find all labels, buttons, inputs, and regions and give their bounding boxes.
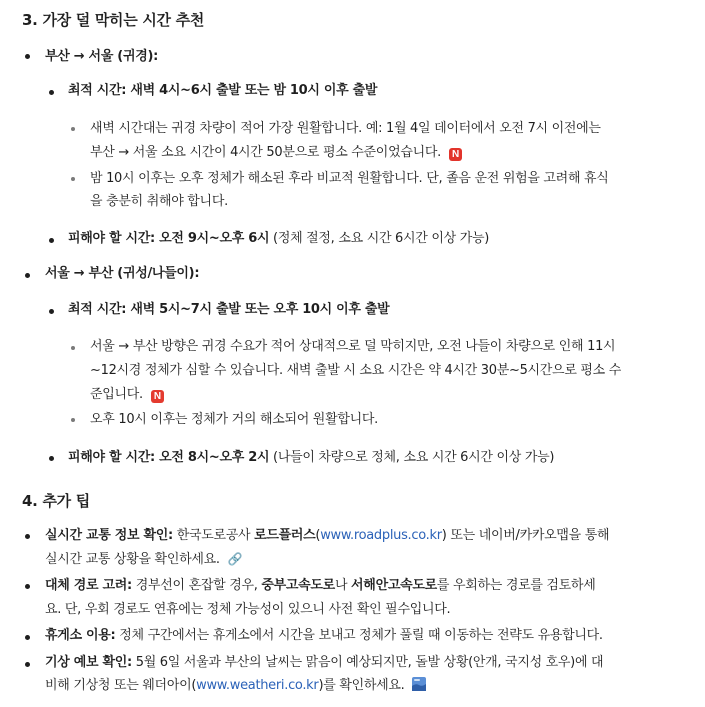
sky-image-icon[interactable] (412, 677, 426, 691)
busan-seoul-note-2-line-2: 을 충분히 취해야 합니다. (90, 194, 228, 209)
tip-weather-line-2: 비해 기상청 또는 웨더아이(www.weatheri.co.kr)를 확인하세요. (45, 674, 426, 698)
link-icon[interactable]: 🔗 (227, 552, 243, 566)
bullet (25, 635, 30, 640)
seoul-busan-note-1-line-2: ~12시경 정체가 심할 수 있습니다. 새벽 출발 시 소요 시간은 약 4시간 30분~5시간으로 평소 수 (90, 363, 622, 378)
bullet (71, 346, 75, 350)
tip-alt-route-line-1: 대체 경로 고려: 경부선이 혼잡할 경우, 중부고속도로나 서해안고속도로를 우회하는 경로를 검토하세 (45, 578, 596, 593)
bullet (25, 54, 30, 59)
busan-seoul-note-2-line-1: 밤 10시 이후는 오후 정체가 해소된 후라 비교적 원활합니다. 단, 졸음 운전 위험을 고려해 휴식 (90, 171, 609, 186)
bullet (49, 309, 54, 314)
bullet (25, 273, 30, 278)
weatheri-link[interactable]: www.weatheri.co.kr (196, 678, 319, 693)
tip-rest-area: 휴게소 이용: 정체 구간에서는 휴게소에서 시간을 보내고 정체가 풀릴 때 이동하는 전략도 유용합니다. (45, 628, 603, 643)
bullet (49, 456, 54, 461)
seoul-busan-avoid: 피해야 할 시간: 오전 8시~오후 2시 (나들이 차량으로 정체, 소요 시간 6시간 이상 가능) (68, 450, 555, 465)
seoul-busan-note-1-line-1: 서울 → 부산 방향은 귀경 수요가 적어 상대적으로 덜 막히지만, 오전 나들이 차량으로 인해 11시 (90, 339, 616, 354)
bullet (25, 662, 30, 667)
naver-news-icon[interactable]: N (151, 390, 164, 403)
seoul-busan-heading: 서울 → 부산 (귀성/나들이): (45, 266, 200, 281)
tip-realtime-line-1: 실시간 교통 정보 확인: 한국도로공사 로드플러스(www.roadplus.co.kr) 또는 네이버/카카오맵을 통해 (45, 528, 610, 543)
busan-seoul-avoid: 피해야 할 시간: 오전 9시~오후 6시 (정체 절정, 소요 시간 6시간 이상 가능) (68, 231, 490, 246)
section-3-title: 3. 가장 덜 막히는 시간 추천 (22, 11, 205, 29)
bullet (25, 584, 30, 589)
bullet (25, 534, 30, 539)
tip-alt-route-line-2: 요. 단, 우회 경로도 연휴에는 정체 가능성이 있으니 사전 확인 필수입니다. (45, 602, 451, 617)
busan-seoul-note-1-line-2: 부산 → 서울 소요 시간이 4시간 50분으로 평소 수준이었습니다. N (90, 141, 462, 165)
busan-seoul-best: 최적 시간: 새벽 4시~6시 출발 또는 밤 10시 이후 출발 (68, 83, 378, 98)
naver-news-icon[interactable]: N (449, 148, 462, 161)
section-4-title: 4. 추가 팁 (22, 492, 90, 510)
busan-seoul-heading: 부산 → 서울 (귀경): (45, 49, 158, 64)
tip-realtime-line-2: 실시간 교통 상황을 확인하세요. 🔗 (45, 547, 242, 571)
bullet (71, 418, 75, 422)
bullet (49, 90, 54, 95)
bullet (49, 238, 54, 243)
seoul-busan-note-2: 오후 10시 이후는 정체가 거의 해소되어 원활합니다. (90, 412, 378, 427)
tip-weather-line-1: 기상 예보 확인: 5월 6일 서울과 부산의 날씨는 맑음이 예상되지만, 돌발 상황(안개, 국지성 호우)에 대 (45, 655, 604, 670)
bullet (71, 127, 75, 131)
busan-seoul-note-1-line-1: 새벽 시간대는 귀경 차량이 적어 가장 원활합니다. 예: 1월 4일 데이터에서 오전 7시 이전에는 (90, 121, 601, 136)
bullet (71, 177, 75, 181)
seoul-busan-best: 최적 시간: 새벽 5시~7시 출발 또는 오후 10시 이후 출발 (68, 302, 390, 317)
roadplus-link[interactable]: www.roadplus.co.kr (320, 528, 442, 543)
seoul-busan-note-1-line-3: 준입니다. N (90, 383, 164, 407)
